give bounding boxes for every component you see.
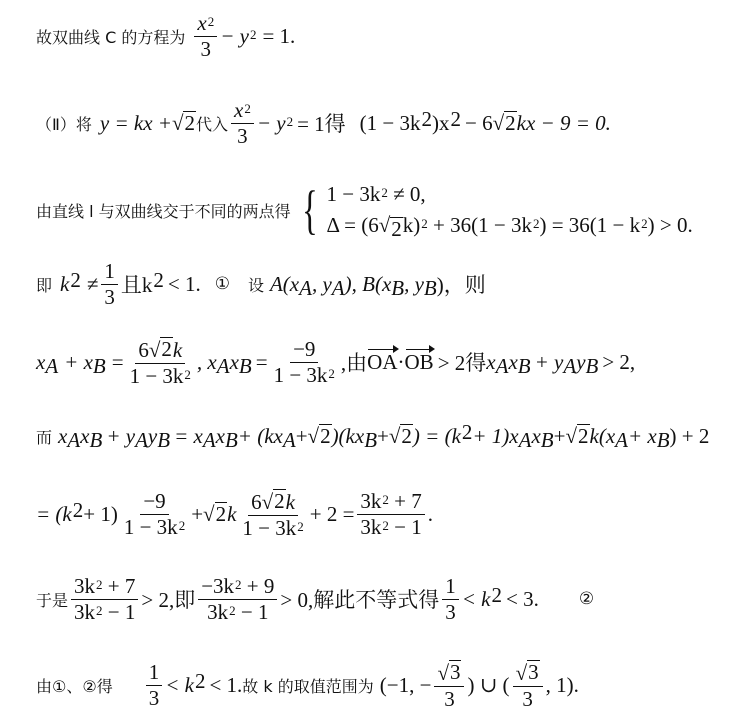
fraction-product: $\frac{-9}{1 - 3k^2}$ [273, 337, 335, 387]
fraction-x2-over-3-b: $\frac{x^2}{3}$ [231, 99, 254, 146]
fraction-sqrt3-over-3-pos: √ 3 3 [513, 660, 543, 709]
equation-system: $1 - 3k^2 \ne 0$, Δ = (6 √ 2 $k)^2 + 36(1 - 3k^2) = 36(1 - k^2) > 0$. [326, 181, 693, 242]
line-7: = (k $^2$ + 1) $\frac{-9}{1 - 3k^2}$ + √ 2 k 6 √ 2 k $1 - 3k^2$ + 2 = $\frac{3k^2 + 7}{3k^2 - 1}$ . [36, 489, 434, 540]
brace: { [301, 180, 318, 240]
line3-text: 由直线 l 与双曲线交于不同的两点得 [36, 201, 291, 221]
line-9: 由①、②得 $\frac{1}{3}$ < k $^2$ < 1. 故 k 的取值范围为 (−1, − √ 3 3 ) ∪ ( √ 3 3 , 1). [36, 660, 579, 711]
fraction-result: $\frac{3k^2 + 7}{3k^2 - 1}$ [357, 490, 424, 537]
fraction-1-over-3-c: $\frac{1}{3}$ [146, 661, 163, 708]
fraction-1-over-3-b: $\frac{1}{3}$ [442, 575, 459, 622]
line-2: （Ⅱ）将 y = kx + √ 2 代入 $\frac{x^2}{3}$ − $y^2$ = 1得 (1 − 3k $^2$ )x $^2$ − 6 √ 2 kx − 9 = 0. [36, 98, 611, 148]
line-3 [36, 176, 693, 244]
fraction-6sqrt2k: 6 √ 2 k $1 - 3k^2$ [242, 489, 304, 540]
vector-OB: OB [404, 349, 434, 374]
sqrt-2: √ 2 [171, 110, 195, 136]
fraction-sqrt3-over-3-neg: √ 3 3 [434, 660, 464, 709]
line-1 [36, 8, 295, 64]
line1-text: 故双曲线 C 的方程为 [36, 27, 186, 47]
line-8: 于是 $\frac{3k^2 + 7}{3k^2 - 1}$ > 2,即 $\frac{-3k^2 + 9}{3k^2 - 1}$ > 0,解此不等式得 $\frac{1}{3}$ < k $^2$ < 3. ② [36, 574, 595, 624]
vector-OA: OA [367, 349, 398, 374]
fraction-x2-over-3: $\frac{x^2}{3}$ [194, 12, 217, 59]
line1-minus-y: − $y^2$ [220, 23, 257, 48]
circle-2: ② [578, 589, 595, 609]
fraction-a: $\frac{3k^2 + 7}{3k^2 - 1}$ [71, 575, 138, 622]
line1-eq1: = 1. [262, 23, 296, 48]
fraction-1-over-3: $\frac{1}{3}$ [101, 260, 118, 307]
line-5: x $_A$ + x $_B$ = 6 √ 2 k $1 - 3k^2$ , x $_A$ x $_B$ = $\frac{-9}{1 - 3k^2}$ ,由 OA · OB > 2得 x $_A$ x $_B$ + y $_A$ y $_B$ > 2, [36, 337, 636, 388]
fraction-b: $\frac{-3k^2 + 9}{3k^2 - 1}$ [198, 575, 277, 622]
fraction-sum: 6 √ 2 k $1 - 3k^2$ [129, 337, 191, 388]
line-6: 而 x $_A$ x $_B$ + y $_A$ y $_B$ = x $_A$ x $_B$ + (kx $_A$ + √ 2 )(kx $_B$ + √ 2 ) = (k $^2$ + 1)x $_A$ x $_B$ + √ 2 k(x $_A$ + x $_B$ ) + 2 [36, 419, 710, 452]
line2-label: （Ⅱ）将 [36, 114, 92, 134]
line-4: 即 k $^2$ ≠ $\frac{1}{3}$ 且k $^2$ < 1. ① 设 A(x $_A$ , y $_A$ ), B(x $_B$ , y $_B$ )，则 [36, 259, 486, 309]
circle-1: ① [214, 274, 230, 294]
fraction-neg9: $\frac{-9}{1 - 3k^2}$ [123, 489, 186, 539]
